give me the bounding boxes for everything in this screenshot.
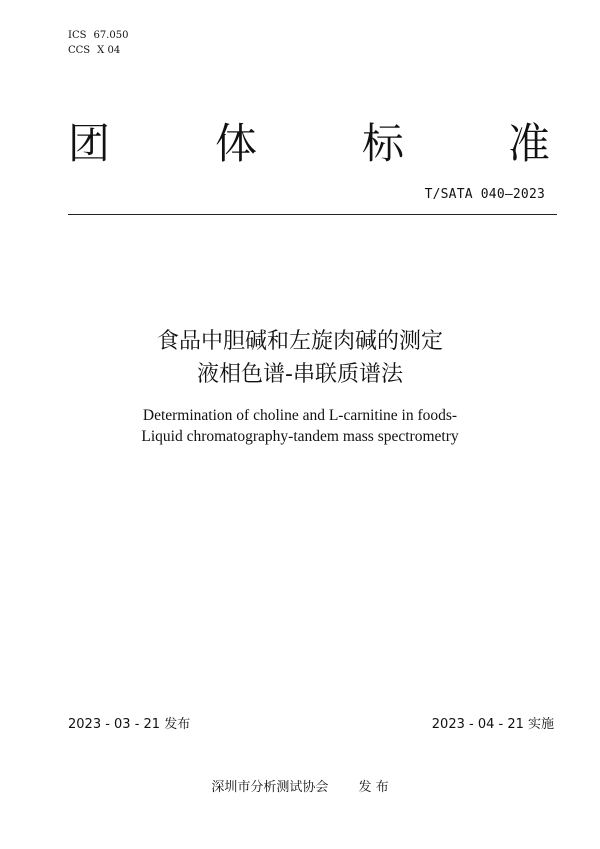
title-char: 准 bbox=[508, 119, 551, 168]
title-char: 团 bbox=[68, 119, 111, 168]
ccs-value: X 04 bbox=[97, 45, 121, 56]
ics-value: 67.050 bbox=[93, 30, 129, 41]
ccs-label: CCS bbox=[68, 45, 91, 56]
english-title-line-1: Determination of choline and L-carnitine in foods- bbox=[142, 407, 458, 424]
ics-code bbox=[68, 28, 128, 43]
issuer-line bbox=[0, 776, 600, 795]
ccs-code bbox=[68, 43, 128, 58]
chinese-title-line-1: 食品中胆碱和左旋肉碱的测定 bbox=[156, 329, 443, 354]
implement-date: 2023 - 04 - 21 实施 bbox=[431, 717, 554, 732]
title-char: 标 bbox=[362, 119, 405, 168]
header-divider bbox=[68, 214, 557, 215]
issuer-action: 发 布 bbox=[358, 780, 389, 795]
standard-number: T/SATA 040—2023 bbox=[424, 187, 545, 202]
title-char: 体 bbox=[215, 119, 258, 168]
publish-date: 2023 - 03 - 21 发布 bbox=[68, 717, 191, 732]
issuer-name: 深圳市分析测试协会 bbox=[211, 780, 329, 795]
document-type-title bbox=[0, 120, 600, 172]
classification-codes bbox=[68, 28, 128, 58]
chinese-title-line-2: 液相色谱-串联质谱法 bbox=[197, 362, 403, 387]
ics-label: ICS bbox=[68, 30, 87, 41]
english-title-line-2: Liquid chromatography-tandem mass spectrometry bbox=[141, 428, 459, 445]
